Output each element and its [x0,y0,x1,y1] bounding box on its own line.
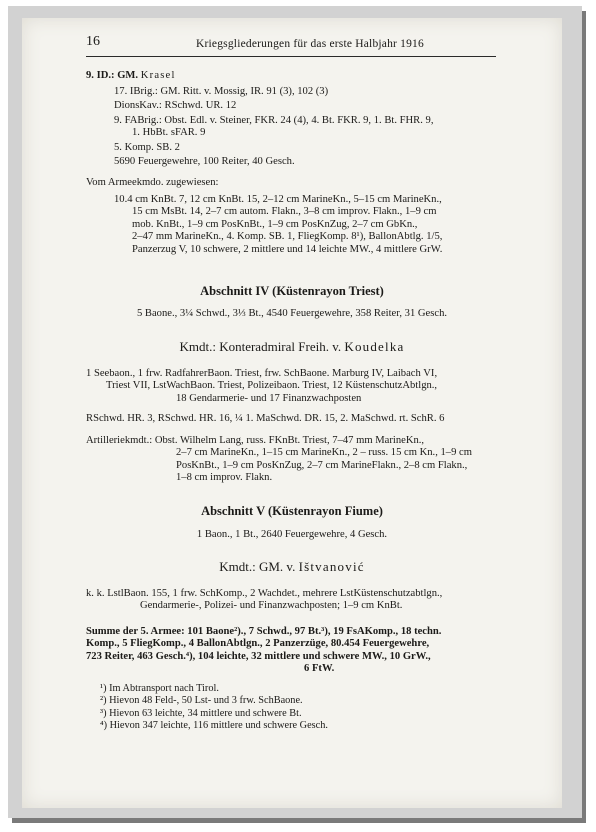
abschnitt-v-commander [72,561,512,573]
army-total [86,626,441,676]
armeekmdo-line: 15 cm MsBt. 14, 2–7 cm autom. Flakn., 3–8 cm improv. Flakn., 1–9 cm [132,206,437,218]
division-details [114,86,433,168]
artillery-line: Artilleriekmdt.: Obst. Wilhelm Lang, russ. FKnBt. Triest, 7–47 mm MarineKn., [86,435,425,446]
armeekmdo-line: mob. KnBt., 1–9 cm PosKnBt., 1–9 cm PosKnZug, 2–7 cm GbKn., [132,218,418,230]
unit-line: k. k. LstlBaon. 155, 1 frw. SchKomp., 2 Wachdet., mehrere LstKüstenschutzabtlgn., [86,588,443,599]
armeekmdo-line: 2–47 mm MarineKn., 4. Komp. SB. 1, FliegKomp. 8¹), BallonAbtlg. 1/5, [132,231,443,243]
division-line: 5690 Feuergewehre, 100 Reiter, 40 Gesch. [114,156,295,168]
division-heading [86,70,176,82]
footnote: ³) Hievon 63 leichte, 34 mittlere und schwere Bt. [100,707,302,719]
artillery-line: 1–8 cm improv. Flakn. [176,472,273,484]
division-line: DionsKav.: RSchwd. UR. 12 [114,100,237,112]
footnotes [100,683,328,733]
armeekmdo-details [114,194,442,256]
total-line: Summe der 5. Armee: 101 Baone²)., 7 Schwd., 97 Bt.³), 19 FsAKomp., 18 techn. [86,626,442,637]
running-head: Kriegsgliederungen für das erste Halbjahr 1916 [196,38,424,50]
division-commander: Krasel [140,70,176,81]
armeekmdo-heading: Vom Armeekmdo. zugewiesen: [86,177,219,188]
division-line: 1. HbBt. sFAR. 9 [132,127,206,139]
armeekmdo-line: 10.4 cm KnBt. 7, 12 cm KnBt. 15, 2–12 cm MarineKn., 5–15 cm MarineKn., [114,194,442,205]
page-content [22,18,562,808]
abschnitt-iv-title: Abschnitt IV (Küstenrayon Triest) [200,284,384,298]
unit-line: 18 Gendarmerie- und 17 Finanzwachposten [176,392,362,404]
division-label: 9. ID.: GM. [86,70,141,81]
page-number: 16 [86,34,100,49]
abschnitt-iv-summary: 5 Baone., 3¼ Schwd., 3⅓ Bt., 4540 Feuergewehre, 358 Reiter, 31 Gesch. [136,308,448,319]
armeekmdo-line: Panzerzug V, 10 schwere, 2 mittlere und 14 leichte MW., 4 mittlere GrW. [132,243,443,255]
commander-name: Ištvanović [298,559,365,574]
unit-line: 1 Seebaon., 1 frw. RadfahrerBaon. Triest, frw. SchBaone. Marburg IV, Laibach VI, [86,368,438,379]
artillery-line: 2–7 cm MarineKn., 1–15 cm MarineKn., 2 – russ. 15 cm Kn., 1–9 cm [176,447,472,459]
total-line: 723 Reiter, 463 Gesch.⁴), 104 leichte, 32 mittlere und schwere MW., 10 GrW., [86,650,431,662]
commander-name: Koudelka [344,339,405,354]
footnote: ²) Hievon 48 Feld-, 50 Lst- und 3 frw. SchBaone. [100,695,303,707]
unit-line: Triest VII, LstWachBaon. Triest, Polizeibaon. Triest, 12 KüstenschutzAbtlgn., [106,380,438,392]
footnote: ¹) Im Abtransport nach Tirol. [100,683,219,694]
total-line: 6 FtW. [304,663,335,675]
total-line: Komp., 5 FliegKomp., 4 BallonAbtlgn., 2 Panzerzüge, 80.454 Feuergewehre, [86,638,430,650]
abschnitt-v-summary: 1 Baon., 1 Bt., 2640 Feuergewehre, 4 Gesch. [196,529,388,540]
abschnitt-iv-artillery [86,435,472,485]
division-line: 9. FABrig.: Obst. Edl. v. Steiner, FKR. 24 (4), 4. Bt. FKR. 9, 1. Bt. FHR. 9, [114,114,434,126]
division-line: 17. IBrig.: GM. Ritt. v. Mossig, IR. 91 (3), 102 (3) [114,86,329,97]
page-header [86,34,496,57]
division-line: 5. Komp. SB. 2 [114,141,180,153]
unit-line: Gendarmerie-, Polizei- und Finanzwachposten; 1–9 cm KnBt. [140,600,403,612]
footnote: ⁴) Hievon 347 leichte, 116 mittlere und schwere Gesch. [100,720,328,732]
abschnitt-v-units [86,588,442,613]
abschnitt-iv-cavalry: RSchwd. HR. 3, RSchwd. HR. 16, ¼ 1. MaSchwd. DR. 15, 2. MaSchwd. rt. SchR. 6 [86,413,445,424]
abschnitt-v-title: Abschnitt V (Küstenrayon Fiume) [201,504,383,518]
commander-prefix: Kmdt.: GM. v. [219,559,299,574]
abschnitt-iv-units [86,368,437,405]
artillery-line: PosKnBt., 1–9 cm PosKnZug, 2–7 cm MarineFlakn., 2–8 cm Flakn., [176,459,468,471]
commander-prefix: Kmdt.: Konteradmiral Freih. v. [179,339,345,354]
abschnitt-iv-commander [72,341,512,353]
